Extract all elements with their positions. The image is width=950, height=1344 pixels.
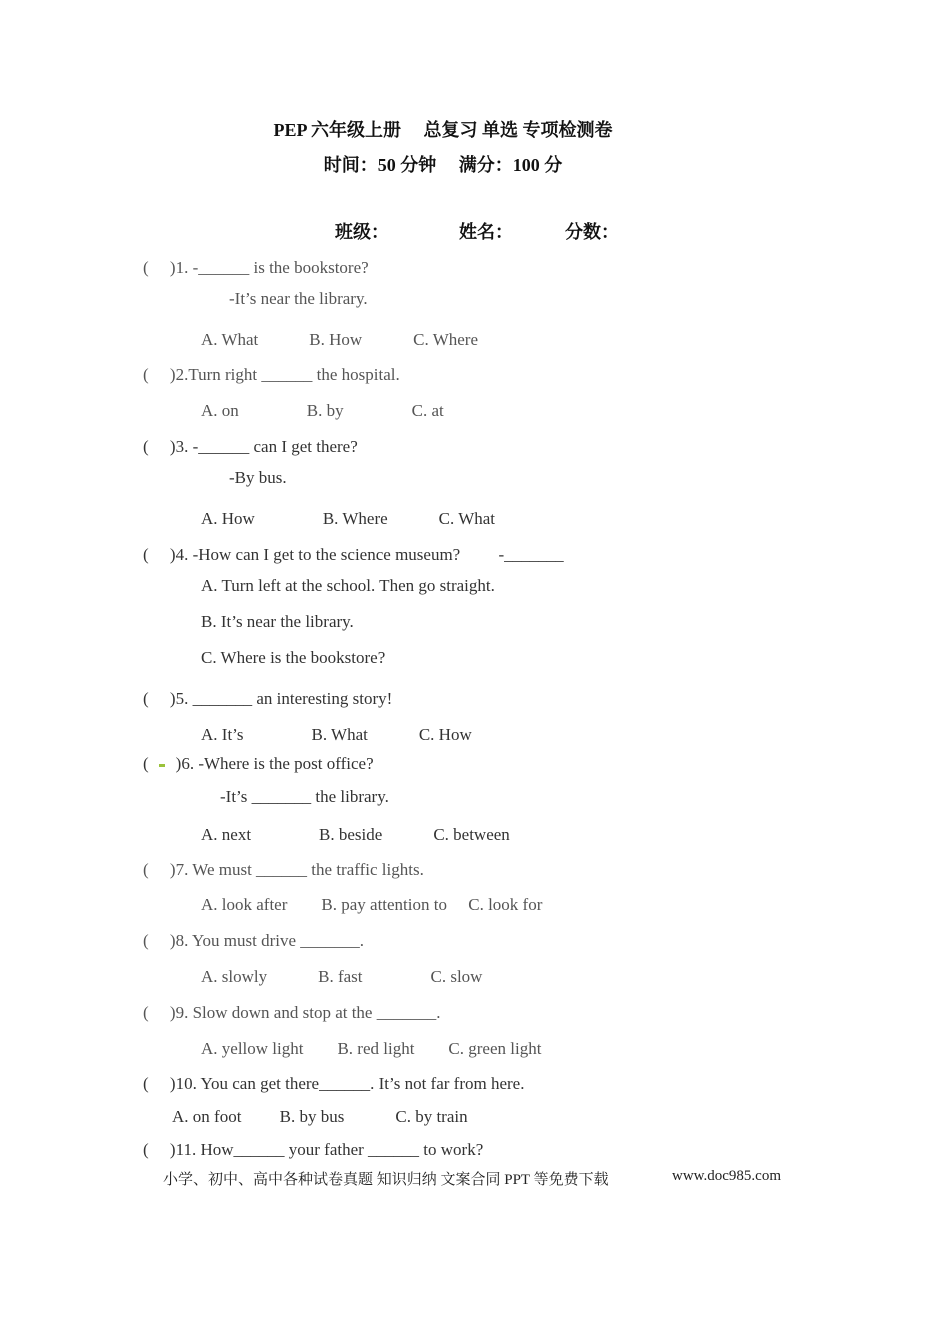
question-5-options: A. It’s B. What C. How — [201, 725, 472, 744]
question-9-stem: ( )9. Slow down and stop at the _______. — [143, 1003, 441, 1022]
green-mark-icon — [159, 764, 165, 767]
question-2-options: A. on B. by C. at — [201, 401, 444, 420]
question-6-sub: -It’s _______ the library. — [220, 787, 389, 806]
question-1-stem: ( )1. -______ is the bookstore? — [143, 258, 369, 277]
question-3-stem: ( )3. -______ can I get there? — [143, 437, 358, 456]
page-title: PEP 六年级上册 总复习 单选 专项检测卷 — [273, 120, 613, 140]
question-11-stem: ( )11. How______ your father ______ to work? — [143, 1140, 484, 1159]
question-4-option-a: A. Turn left at the school. Then go straight. — [201, 576, 495, 595]
question-1-options: A. What B. How C. Where — [201, 330, 479, 349]
question-8-options: A. slowly B. fast C. slow — [201, 967, 483, 986]
question-10-stem: ( )10. You can get there______. It’s not far from here. — [143, 1074, 525, 1093]
footer-link[interactable]: www.doc985.com — [672, 1168, 782, 1184]
question-3-sub: -By bus. — [229, 468, 287, 487]
question-5-stem: ( )5. _______ an interesting story! — [143, 689, 393, 708]
question-2-stem: ( )2.Turn right ______ the hospital. — [143, 365, 400, 384]
page-subtitle: 时间：50 分钟 满分：100 分 — [323, 155, 563, 175]
question-4-stem: ( )4. -How can I get to the science museum? -_______ — [143, 545, 564, 564]
question-10-options: A. on foot B. by bus C. by train — [172, 1107, 468, 1126]
footer-text: 小学、初中、高中各种试卷真题 知识归纳 文案合同 PPT 等免费下载 — [163, 1172, 609, 1188]
question-3-options: A. How B. Where C. What — [201, 509, 496, 528]
score-label: 分数： — [565, 222, 619, 242]
question-4-option-c: C. Where is the bookstore? — [201, 648, 386, 667]
name-label: 姓名： — [459, 222, 513, 242]
question-6-paren: ( — [143, 754, 149, 773]
question-9-options: A. yellow light B. red light C. green light — [201, 1039, 542, 1058]
question-6-text: )6. -Where is the post office? — [175, 754, 374, 773]
question-8-stem: ( )8. You must drive _______. — [143, 931, 365, 950]
question-6-options: A. next B. beside C. between — [201, 825, 510, 844]
class-label: 班级： — [335, 222, 389, 242]
question-4-option-b: B. It’s near the library. — [201, 612, 354, 631]
question-7-stem: ( )7. We must ______ the traffic lights. — [143, 860, 424, 879]
question-1-sub: -It’s near the library. — [229, 289, 368, 308]
question-7-options: A. look after B. pay attention to C. look for — [201, 895, 543, 914]
question-6-stem — [143, 754, 374, 774]
